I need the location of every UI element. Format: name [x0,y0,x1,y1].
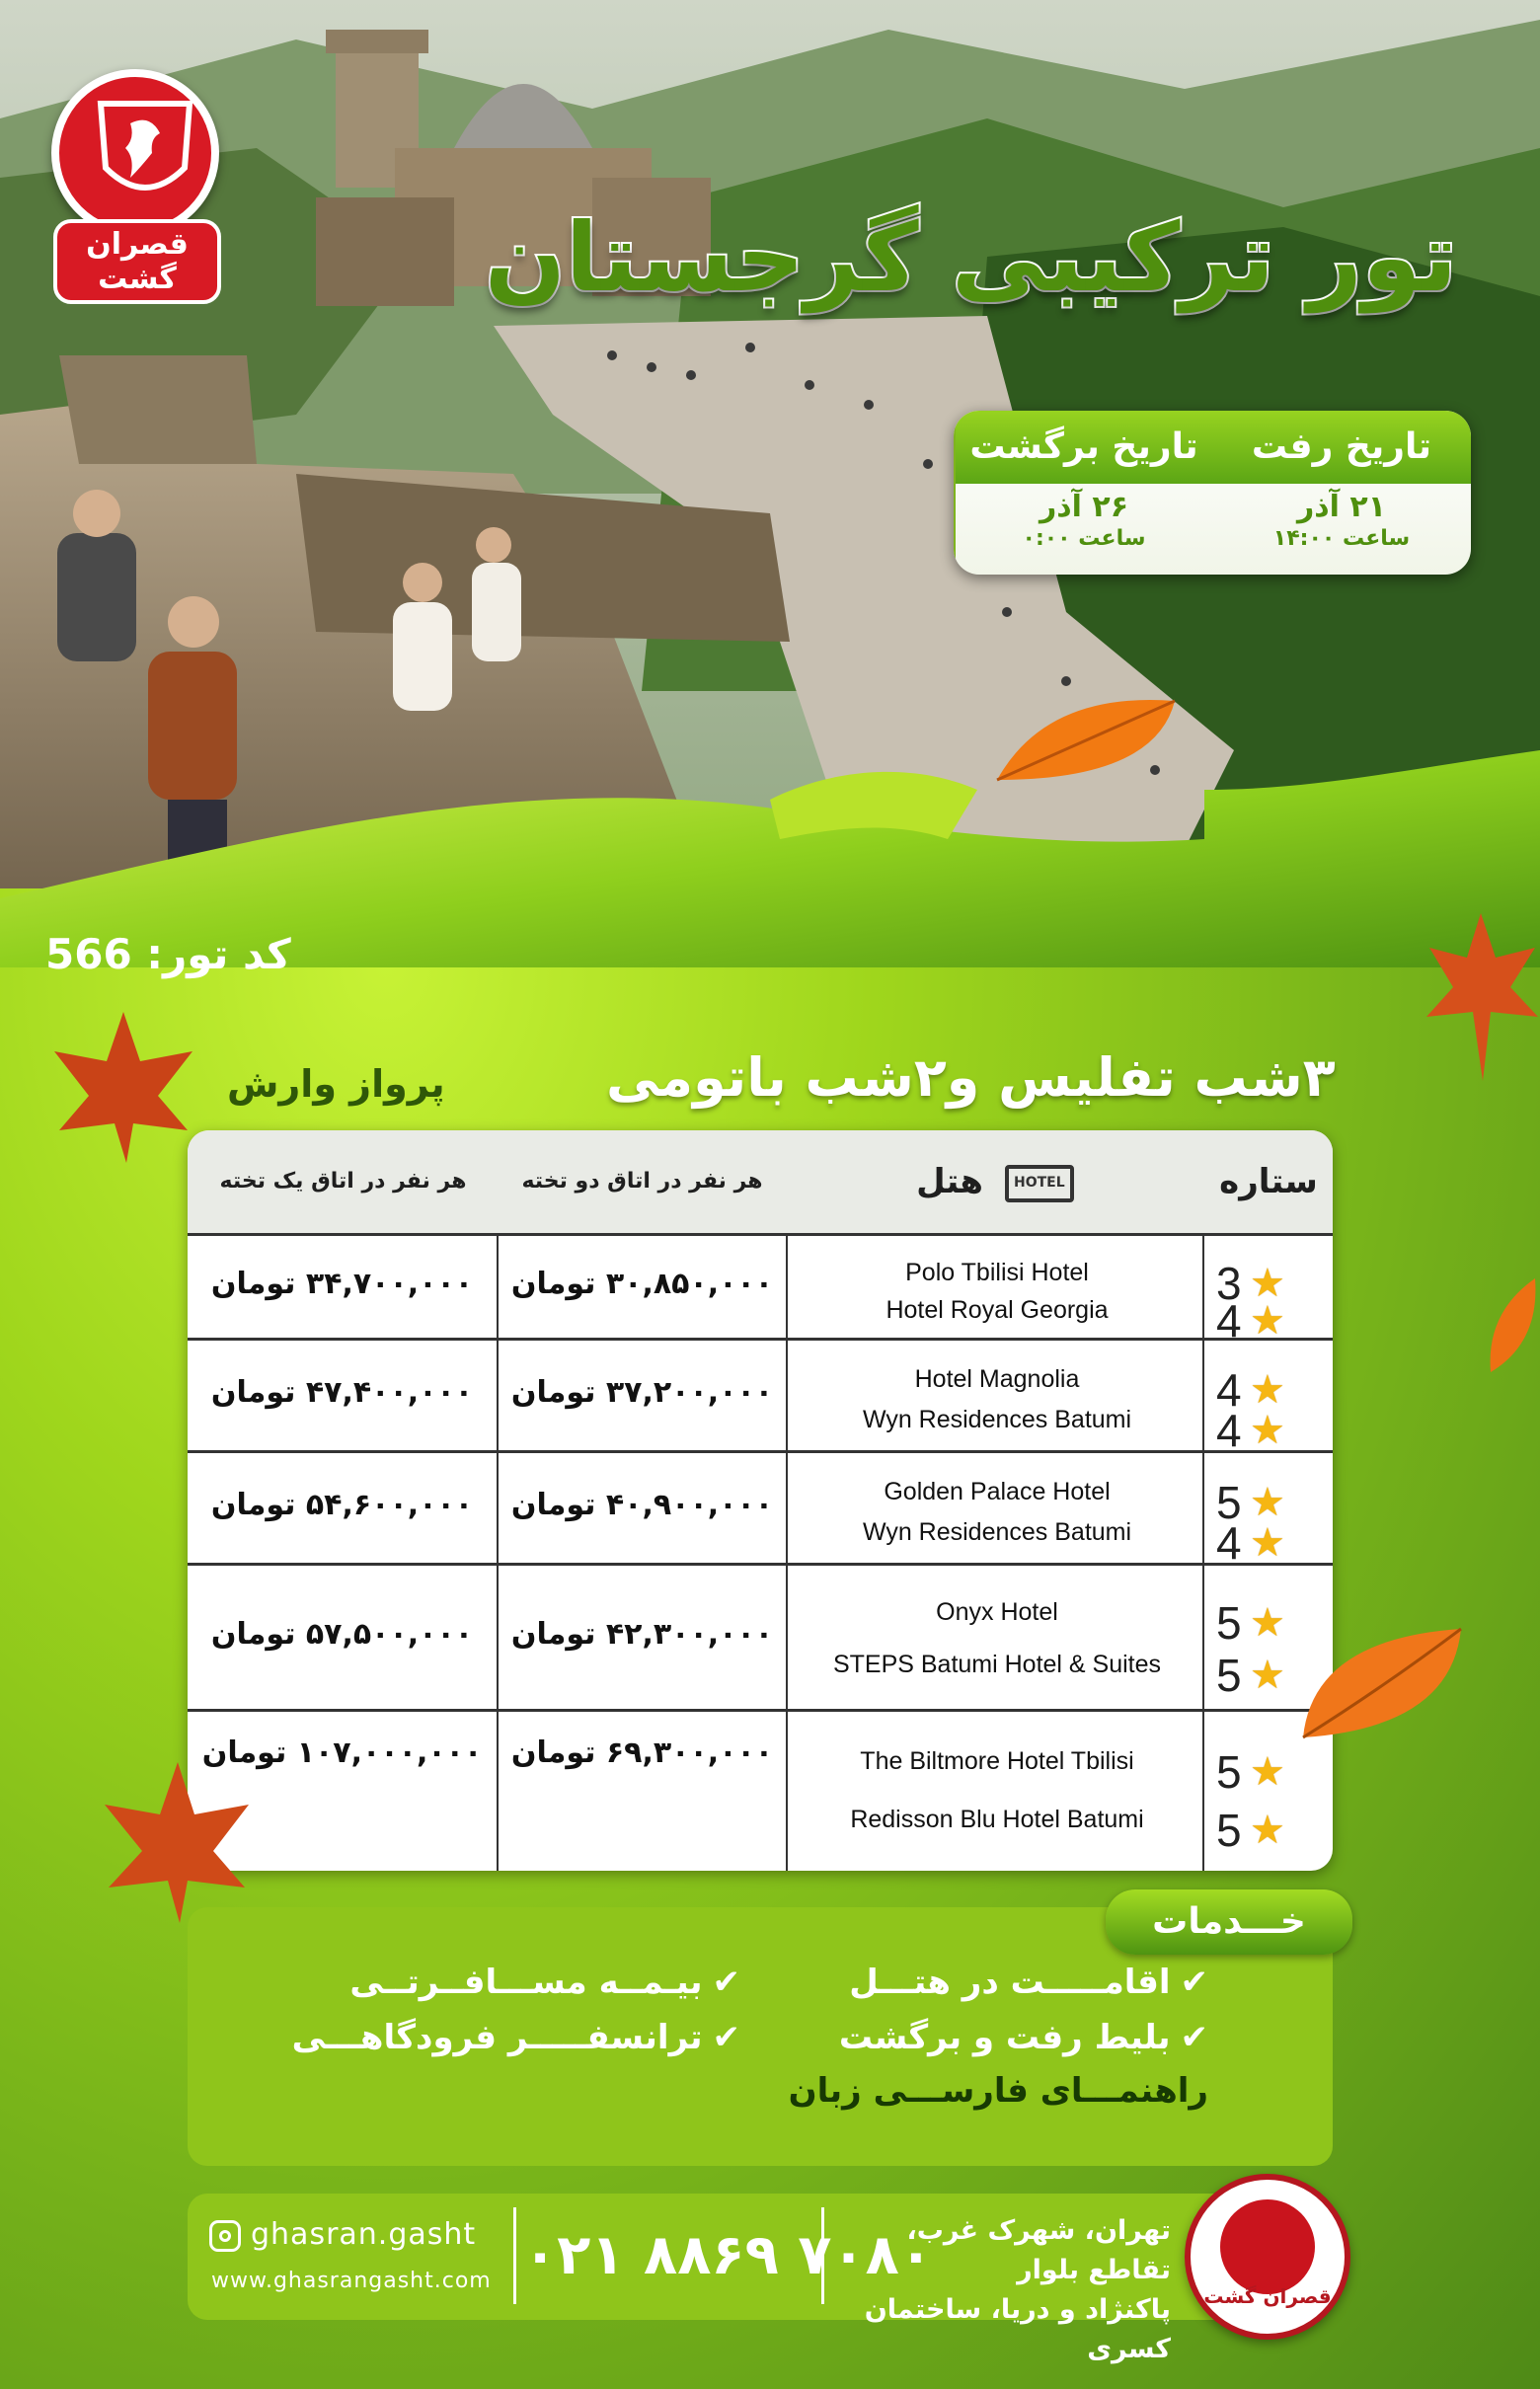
double-room-cell [499,1341,786,1450]
double-room-cell [499,1566,786,1709]
star-rating [1216,1512,1325,1569]
check-icon: ✔ [1180,1963,1208,2002]
star-icon: ★ [1250,1808,1285,1852]
star-icon: ★ [1250,1298,1285,1343]
hotels-cell [786,1236,1204,1338]
double-room-cell [499,1236,786,1338]
instagram-icon [209,2220,241,2252]
header-hotel [786,1130,1204,1233]
departure-day: ۲۱ آذر [1296,490,1387,524]
single-room-cell [188,1236,499,1338]
hotels-cell [786,1341,1204,1450]
hotel-name: Redisson Blu Hotel Batumi [850,1806,1144,1833]
star-rating [1216,1290,1325,1347]
header-double-room: هر نفر در اتاق دو تخته [521,1169,763,1194]
hotel-name: Hotel Royal Georgia [886,1296,1109,1324]
double-room-price: ۶۹,۳۰۰,۰۰۰ تومان [510,1735,774,1770]
autumn-leaf-icon [987,681,1185,800]
hotel-name: Golden Palace Hotel [884,1478,1111,1505]
hotels-cell [786,1566,1204,1709]
service-item: ✔بیـمــه مســـافــرتــی [349,1963,740,2002]
footer-logo-text: قصران گشت [1203,2284,1332,2308]
single-room-price: ۱۰۷,۰۰۰,۰۰۰ تومان [201,1735,483,1770]
single-room-price: ۵۷,۵۰۰,۰۰۰ تومان [210,1617,474,1652]
return-label: تاریخ برگشت [956,411,1212,484]
service-item: ✔ترانسفـــــر فرودگاهـــی [291,2018,740,2057]
autumn-leaf-icon [1293,1619,1471,1757]
single-room-price: ۵۴,۶۰۰,۰۰۰ تومان [210,1488,474,1522]
footer-logo[interactable] [1185,2174,1350,2340]
maple-leaf-icon [1422,908,1540,1086]
service-item: ✔بلیط رفت و برگشت [838,2018,1208,2057]
star-icon: ★ [1250,1408,1285,1452]
single-room-price: ۴۷,۴۰۰,۰۰۰ تومان [210,1375,474,1410]
star-icon: ★ [1250,1261,1285,1305]
dates-box [954,411,1471,575]
single-room-cell [188,1566,499,1709]
hotel-name: Hotel Magnolia [914,1365,1080,1393]
star-rating [1216,1800,1325,1856]
star-count: 4 [1216,1516,1242,1569]
double-room-price: ۳۰,۸۵۰,۰۰۰ تومان [510,1267,774,1301]
star-count: 5 [1216,1476,1242,1528]
star-icon: ★ [1250,1520,1285,1565]
brand-name: قصران گشت [53,219,221,304]
return-time: ساعت ۰:۰۰ [1022,526,1146,551]
address-line-1: تهران، شهرک غرب، تقاطع بلوار [906,2215,1171,2285]
star-count: 3 [1216,1257,1242,1309]
double-room-cell [499,1712,786,1871]
hotel-name: Onyx Hotel [936,1598,1058,1626]
hotel-name: The Biltmore Hotel Tbilisi [860,1747,1134,1775]
phone-number[interactable]: ۰۲۱ ۸۸۶۹ ۷۰۸۰ [523,2223,933,2287]
website-link[interactable]: www.ghasrangasht.com [211,2269,492,2293]
star-icon: ★ [1250,1653,1285,1697]
star-count: 5 [1216,1649,1242,1701]
price-table [188,1130,1333,1871]
table-row [188,1450,1333,1569]
itinerary-nights: ۳شب تفلیس و۲شب باتومی [606,1046,1336,1109]
star-count: 5 [1216,1745,1242,1798]
instagram-handle[interactable]: ghasran.gasht [209,2217,476,2252]
double-room-price: ۴۰,۹۰۰,۰۰۰ تومان [510,1488,774,1522]
star-count: 4 [1216,1363,1242,1416]
double-room-price: ۴۲,۳۰۰,۰۰۰ تومان [510,1617,774,1652]
footer-emblem [1220,2199,1315,2294]
hotel-name: Wyn Residences Batumi [862,1406,1132,1433]
departure-time: ساعت ۱۴:۰۰ [1272,526,1411,551]
autumn-leaf-icon [1481,1273,1540,1382]
stars-cell [1204,1236,1333,1347]
table-row [188,1338,1333,1456]
check-icon: ✔ [1180,2018,1208,2057]
divider [513,2207,516,2304]
star-icon: ★ [1250,1600,1285,1645]
header-single-room: هر نفر در اتاق یک تخته [219,1169,467,1194]
tour-code: کد تور: 566 [45,930,291,978]
single-room-cell [188,1341,499,1450]
star-count: 5 [1216,1804,1242,1856]
departure-column [1212,411,1471,575]
hotel-icon: HOTEL [1005,1165,1074,1202]
star-icon: ★ [1250,1749,1285,1794]
page-title: تور ترکیبی گرجستان [484,202,1457,313]
single-room-price: ۳۴,۷۰۰,۰۰۰ تومان [210,1267,474,1301]
hotel-name: STEPS Batumi Hotel & Suites [832,1651,1162,1678]
check-icon: ✔ [712,2018,740,2057]
star-icon: ★ [1250,1480,1285,1524]
table-header [188,1130,1333,1233]
service-item: ✔اقامـــــت در هتـــل [849,1963,1208,2002]
star-count: 4 [1216,1404,1242,1456]
maple-leaf-icon [99,1757,257,1925]
double-room-cell [499,1453,786,1563]
hotel-name: Polo Tbilisi Hotel [905,1259,1089,1286]
brand-logo[interactable] [51,69,229,296]
check-icon: ✔ [712,1963,740,2002]
hotels-cell [786,1453,1204,1563]
table-row [188,1709,1333,1871]
double-room-price: ۳۷,۲۰۰,۰۰۰ تومان [510,1375,774,1410]
return-column [954,411,1212,575]
airline-label: پرواز وارش [227,1062,445,1106]
address-line-2: پاکنژاد و دریا، ساختمان کسری [864,2294,1171,2364]
services-title: خـــدمات [1106,1889,1352,1955]
star-icon: ★ [1250,1367,1285,1412]
return-day: ۲۶ آذر [1039,490,1129,524]
departure-label: تاریخ رفت [1212,411,1471,484]
table-row [188,1233,1333,1347]
maple-leaf-icon [49,1007,197,1165]
star-count: 5 [1216,1596,1242,1649]
header-stars: ستاره [1219,1162,1318,1201]
header-hotel-label: هتل [916,1162,983,1201]
single-room-cell [188,1453,499,1563]
stars-cell [1204,1341,1333,1456]
brand-emblem [51,69,219,237]
hotels-cell [786,1712,1204,1871]
table-row [188,1563,1333,1709]
hotel-name: Wyn Residences Batumi [862,1518,1132,1546]
service-item: راهنمـــای فارســـی زبان [788,2071,1208,2111]
star-count: 4 [1216,1294,1242,1347]
star-rating [1216,1400,1325,1456]
stars-cell [1204,1453,1333,1569]
